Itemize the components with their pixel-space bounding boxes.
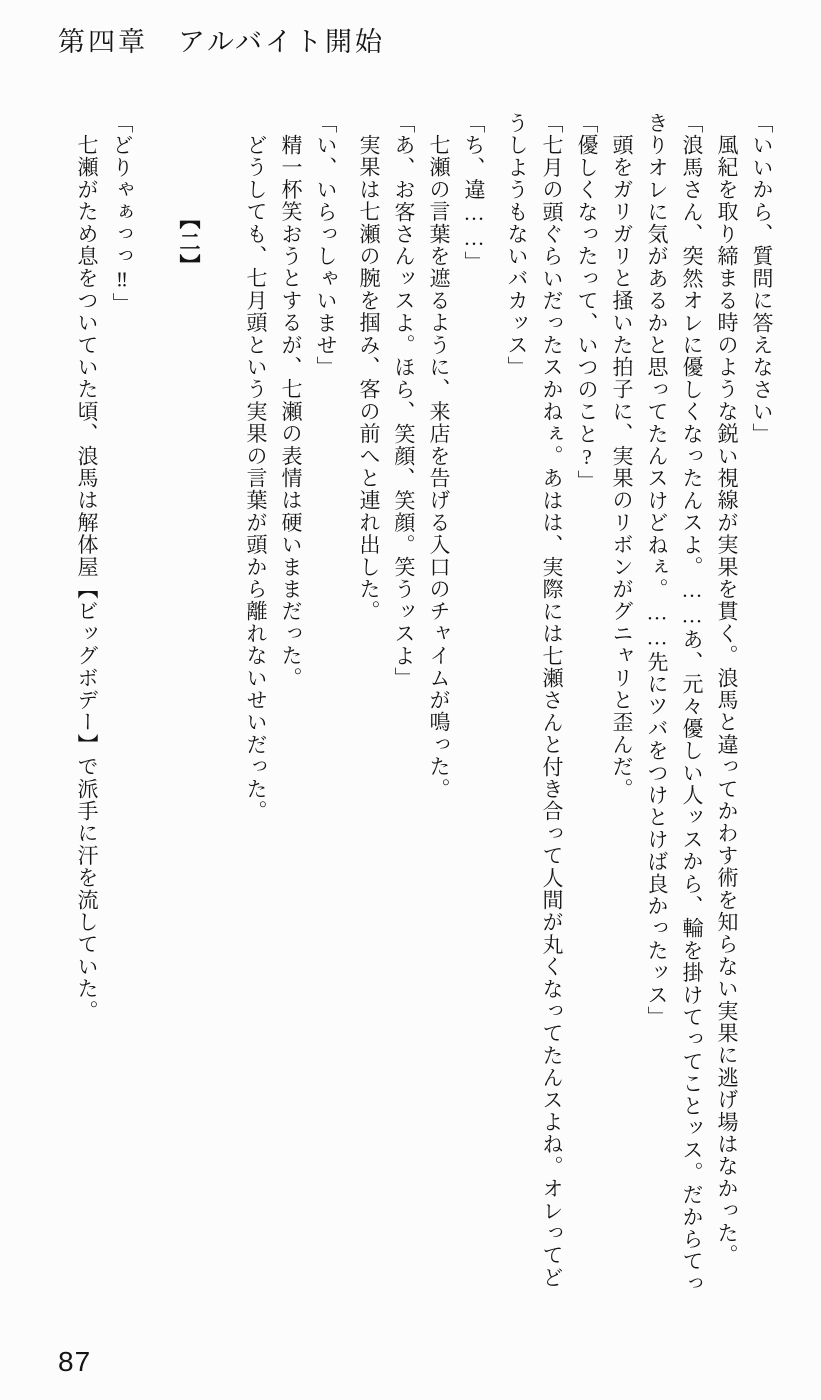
text-line: 実果は七瀬の腕を掴み、客の前へと連れ出した。 [357, 134, 381, 623]
text-line: 精一杯笑おうとするが、七瀬の表情は硬いままだった。 [279, 134, 303, 689]
text-line: 「あ、お客さんッスよ。ほら、笑顔、笑顔。笑うッスよ」 [392, 112, 416, 690]
text-line: 「ち、違……」 [462, 112, 486, 274]
page-number: 87 [58, 1346, 92, 1377]
text-line: きりオレに気があるかと思ってたんスけどねぇ。……先にツバをつけとけば良かったッス」 [645, 112, 669, 1029]
text-line: どうしても、七月頭という実果の言葉が頭から離れないせいだった。 [244, 134, 268, 823]
text-line: 「優しくなったって、いつのこと?」 [575, 112, 599, 493]
text-line: 七瀬の言葉を遮るように、来店を告げる入口のチャイムが鳴った。 [427, 134, 451, 800]
text-line: 「い、いらっしゃいませ」 [314, 112, 338, 379]
page-body-text [69, 112, 779, 1312]
text-line: 「浪馬さん、突然オレに優しくなったんスよ。……あ、元々優しい人ッスから、輪を掛けてってことッス。だからてっ [680, 112, 704, 1295]
text-line: 風紀を取り締まる時のような鋭い視線が実果を貫く。浪馬と違ってかわす術を知らない実果に逃げ場はなかった。 [715, 134, 739, 1267]
text-line: 頭をガリガリと掻いた拍子に、実果のリボンがグニャリと歪んだ。 [610, 134, 634, 800]
text-line: うしようもないバカッス」 [505, 112, 529, 379]
text-line: 「いいから、質問に答えなさい」 [750, 112, 774, 445]
text-line: 「どりゃぁっっ‼」 [110, 112, 134, 315]
chapter-header: 第四章 アルバイト開始 [58, 27, 386, 57]
section-marker: 【二】 [177, 208, 201, 277]
text-line: 七瀬がため息をついていた頃、浪馬は解体屋【ビッグボデー】で派手に汗を流していた。 [75, 134, 99, 1022]
text-line: 「七月の頭ぐらいだったスかねぇ。あはは、実際には七瀬さんと付き合って人間が丸くなってたんスよね。オレってど [540, 112, 564, 1289]
